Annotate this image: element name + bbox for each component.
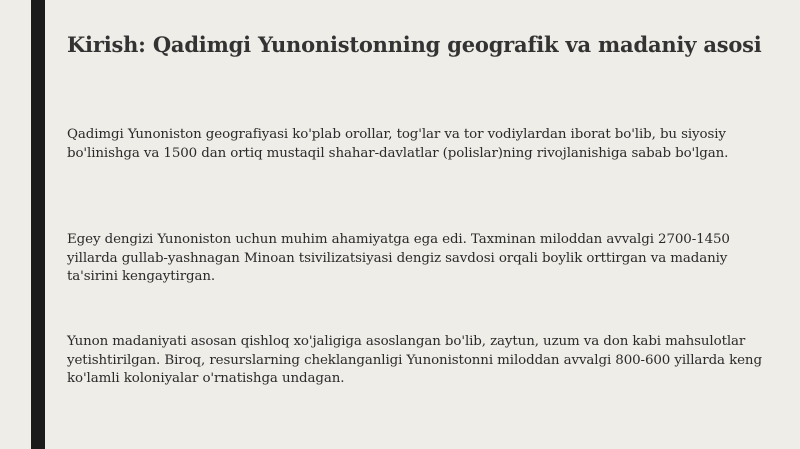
slide-title: Kirish: Qadimgi Yunonistonning geografik va madaniy asosi (67, 32, 762, 57)
left-accent-bar (31, 0, 45, 449)
paragraph-geography: Qadimgi Yunoniston geografiyasi ko'plab orollar, tog'lar va tor vodiylardan iborat bo'lib, bu siyosiy bo'linishga va 1500 dan ortiq mustaqil shahar-davlatlar (polislar)ning rivojlanishiga sabab bo'lgan. (67, 127, 729, 161)
paragraph-aegean-sea: Egey dengizi Yunoniston uchun muhim ahamiyatga ega edi. Taxminan miloddan avvalgi 2700-1450 yillarda gullab-yashnagan Minoan tsivilizatsiyasi dengiz savdosi orqali boylik orttirgan va madaniy ta'sirini kengaytirgan. (67, 232, 730, 284)
paragraph-culture-colonies: Yunon madaniyati asosan qishloq xo'jaligiga asoslangan bo'lib, zaytun, uzum va don kabi mahsulotlar yetishtirilgan. Biroq, resurslarning cheklanganligi Yunonistonni miloddan avvalgi 800-600 yillarda keng ko'lamli koloniyalar o'rnatishga undagan. (67, 334, 762, 386)
